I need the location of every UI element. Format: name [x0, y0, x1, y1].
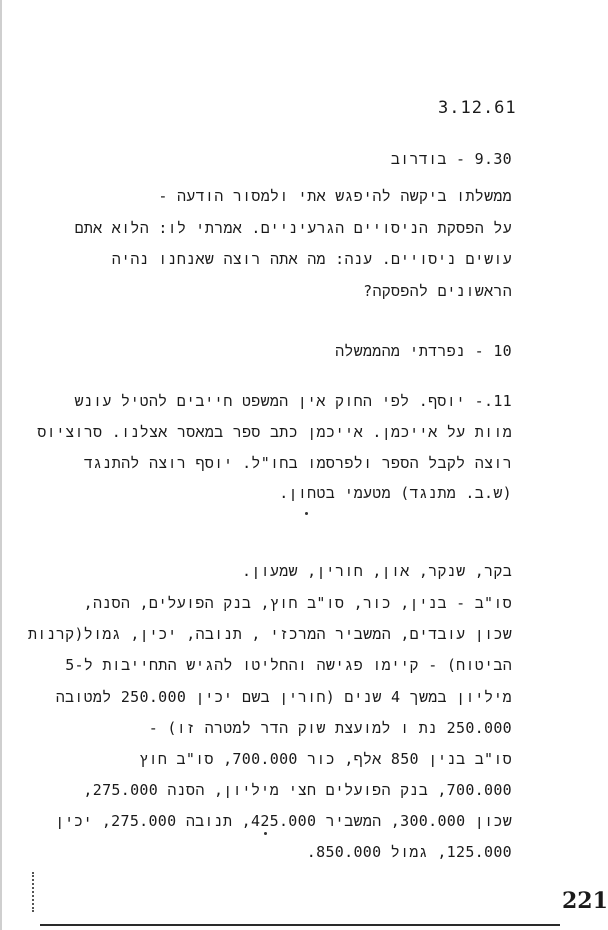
text-line: מיליון במשך 4 שנים (חורין בשם יכין 250.000 למטובה — [55, 688, 512, 706]
margin-mark — [32, 872, 36, 912]
paper-speck — [264, 832, 267, 835]
bottom-rule — [40, 924, 560, 926]
page-number: 221 — [562, 888, 608, 914]
text-line: ממשלתו ביקשה להיפגש אתי ולמסור הודעה - — [158, 187, 512, 205]
text-line: סו"ב - בנין, כור, סו"ב חוץ, בנק הפועלים, הסנה, — [83, 594, 512, 612]
text-line: 9.30 - בודרוב — [390, 150, 512, 168]
paper-speck — [305, 512, 308, 515]
text-line: הביטוח) - קיימו פגישה והחליטו להגיש התחייבות ל-5 — [65, 656, 512, 674]
text-line: (ש.ב. מתנגד) מטעמי בטחון. — [279, 484, 512, 502]
text-line: 700.000, בנק הפועלים חצי מיליון, הסנה 275.000, — [83, 781, 512, 799]
text-line: 11.- יוסף. לפי החוק אין המשפט חייבים להטיל עונש — [74, 392, 512, 410]
text-line: על הפסקת הניסויים הגרעיניים. אמרתי לו: הלוא אתם — [74, 219, 512, 237]
text-line: 10 - נפרדתי מהממשלה — [335, 342, 512, 360]
text-line: 250.000 נת ו למועצת שוק הדר למטרה זו) - — [148, 719, 512, 737]
document-date: 3.12.61 — [438, 98, 517, 118]
text-line: סו"ב בנין 850 אלף, כור 700.000, סו"ב חוץ — [139, 750, 512, 768]
text-line: שכון עובדים, המשביר המרכזי , תנובה, יכין, גמול(קרנות — [27, 625, 512, 643]
text-line: שכון 300.000, המשביר 425.000, תנובה 275.000, יכין — [55, 812, 512, 830]
text-line: מוות על אייכמן. אייכמן כתב ספר במאסר אצלנו. סרוציוס — [37, 423, 512, 441]
text-line: 125.000, גמול 850.000. — [306, 843, 512, 861]
text-line: הראשונים להפסקה? — [363, 282, 512, 300]
page-left-edge — [0, 0, 2, 930]
text-line: בקר, שנקר, און, חורין, שמעון. — [241, 562, 512, 580]
text-line: רוצה לקבל הספר ולפרסמו בחו"ל. יוסף רוצה להתנגד — [83, 454, 512, 472]
text-line: עושים ניסויים. ענה: מה אתה רוצה שאנחנו נהיה — [111, 250, 512, 268]
